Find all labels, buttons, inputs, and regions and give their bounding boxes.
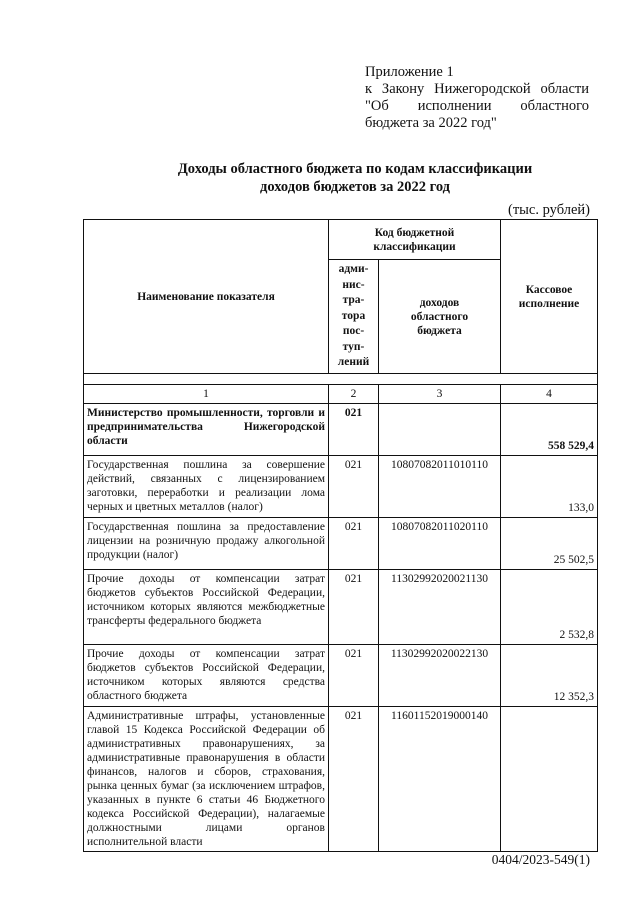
row-amount: 2 532,8 bbox=[501, 570, 598, 645]
row-code: 10807082011020110 bbox=[379, 518, 501, 570]
row-name: Государственная пошлина за предоставление лицензии на розничную продажу алкогольной продукции (налог) bbox=[84, 518, 329, 570]
table-row bbox=[84, 518, 598, 570]
row-amount bbox=[501, 707, 598, 852]
header-code-group: Код бюджетной классификации bbox=[329, 220, 501, 260]
row-admin: 021 bbox=[329, 518, 379, 570]
row-name: Прочие доходы от компенсации затрат бюджетов субъектов Российской Федерации, источником которых являются средства областного бюджета bbox=[84, 645, 329, 707]
table-clip bbox=[82, 218, 599, 848]
header-income: доходов областного бюджета bbox=[379, 260, 501, 374]
table-row bbox=[84, 404, 598, 456]
income-table bbox=[83, 219, 598, 852]
row-amount: 558 529,4 bbox=[501, 404, 598, 456]
title-line-2: доходов бюджетов за 2022 год bbox=[259, 179, 451, 195]
row-name: Государственная пошлина за совершение действий, связанных с лицензированием заготовки, переработки и реализации лома черных и цветных металлов (налог) bbox=[84, 456, 329, 518]
header-admin: адми- нис- тра- тора пос- туп- лений bbox=[329, 260, 379, 374]
row-admin: 021 bbox=[329, 404, 379, 456]
header-execution: Кассовое исполнение bbox=[501, 220, 598, 374]
table-row bbox=[84, 570, 598, 645]
column-number-4: 4 bbox=[501, 385, 598, 404]
document-title bbox=[120, 160, 590, 196]
column-number-3: 3 bbox=[379, 385, 501, 404]
units-label: (тыс. рублей) bbox=[508, 202, 590, 218]
row-name: Прочие доходы от компенсации затрат бюджетов субъектов Российской Федерации, источником которых являются межбюджетные трансферты федерального бюджета bbox=[84, 570, 329, 645]
appendix-line-4: бюджета за 2022 год" bbox=[365, 115, 497, 131]
column-number-1: 1 bbox=[84, 385, 329, 404]
column-number-2: 2 bbox=[329, 385, 379, 404]
row-code: 10807082011010110 bbox=[379, 456, 501, 518]
appendix-line-1: Приложение 1 bbox=[365, 64, 454, 80]
row-code: 11302992020021130 bbox=[379, 570, 501, 645]
row-admin: 021 bbox=[329, 645, 379, 707]
row-code: 11601152019000140 bbox=[379, 707, 501, 852]
column-numbers-row bbox=[84, 385, 598, 404]
row-amount: 12 352,3 bbox=[501, 645, 598, 707]
header-name: Наименование показателя bbox=[84, 220, 329, 374]
row-name: Административные штрафы, установленные главой 15 Кодекса Российской Федерации об административных правонарушениях, за административные правонарушения в области финансов, налогов и сборов, страхования, рынка ценных бумаг (за исключением штрафов, указанных в пункте 6 статьи 46 Бюджетного кодекса Российской Федерации), налагаемые должностными лицами органов исполнительной власти bbox=[84, 707, 329, 852]
appendix-line-3: "Об исполнении областного bbox=[365, 98, 589, 114]
appendix-line-2: к Закону Нижегородской области bbox=[365, 81, 589, 97]
table-row bbox=[84, 707, 598, 852]
row-code bbox=[379, 404, 501, 456]
row-code: 11302992020022130 bbox=[379, 645, 501, 707]
row-admin: 021 bbox=[329, 456, 379, 518]
row-name: Министерство промышленности, торговли и предпринимательства Нижегородской области bbox=[84, 404, 329, 456]
row-amount: 133,0 bbox=[501, 456, 598, 518]
table-row bbox=[84, 645, 598, 707]
table-row bbox=[84, 456, 598, 518]
row-amount: 25 502,5 bbox=[501, 518, 598, 570]
appendix-block bbox=[365, 64, 589, 132]
document-number: 0404/2023-549(1) bbox=[491, 852, 590, 867]
row-admin: 021 bbox=[329, 707, 379, 852]
row-admin: 021 bbox=[329, 570, 379, 645]
title-line-1: Доходы областного бюджета по кодам классификации bbox=[177, 161, 533, 177]
